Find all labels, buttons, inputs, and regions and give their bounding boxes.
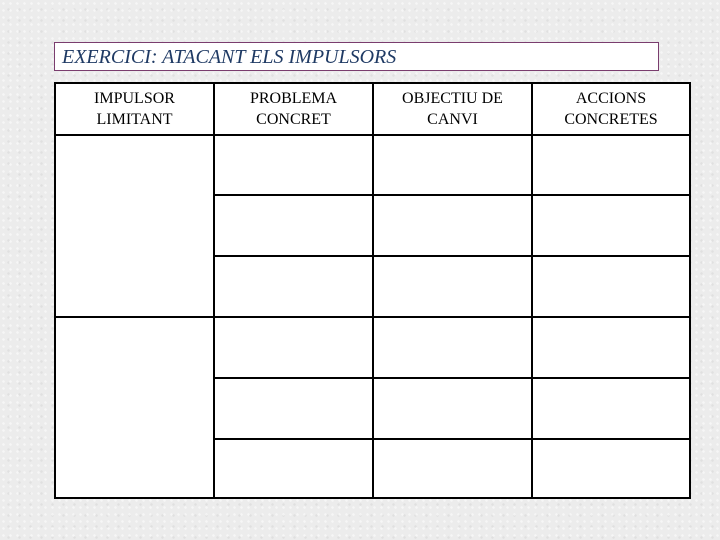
cell-problema-3[interactable] bbox=[215, 257, 372, 316]
header-impulsor-limitant: IMPULSOR LIMITANT bbox=[94, 90, 175, 128]
header-problema-concret: PROBLEMA CONCRET bbox=[249, 90, 338, 128]
cell-accions-2[interactable] bbox=[533, 196, 689, 255]
cell-objectiu-5[interactable] bbox=[374, 379, 531, 438]
cell-objectiu-4[interactable] bbox=[374, 318, 531, 377]
header-accions-concretes: ACCIONS CONCRETES bbox=[564, 90, 658, 128]
cell-impulsor-1[interactable] bbox=[56, 136, 213, 316]
cell-objectiu-1[interactable] bbox=[374, 136, 531, 194]
cell-accions-6[interactable] bbox=[533, 440, 689, 497]
exercise-title-box bbox=[54, 42, 659, 71]
cell-problema-6[interactable] bbox=[215, 440, 372, 497]
cell-problema-5[interactable] bbox=[215, 379, 372, 438]
cell-problema-4[interactable] bbox=[215, 318, 372, 377]
cell-accions-1[interactable] bbox=[533, 136, 689, 194]
cell-objectiu-3[interactable] bbox=[374, 257, 531, 316]
cell-objectiu-6[interactable] bbox=[374, 440, 531, 497]
cell-accions-4[interactable] bbox=[533, 318, 689, 377]
exercise-table bbox=[54, 82, 691, 499]
cell-problema-2[interactable] bbox=[215, 196, 372, 255]
cell-problema-1[interactable] bbox=[215, 136, 372, 194]
exercise-title: EXERCICI: ATACANT ELS IMPULSORS bbox=[62, 46, 397, 68]
cell-impulsor-2[interactable] bbox=[56, 318, 213, 497]
cell-accions-5[interactable] bbox=[533, 379, 689, 438]
header-objectiu-de-canvi: OBJECTIU DE CANVI bbox=[402, 90, 503, 128]
cell-objectiu-2[interactable] bbox=[374, 196, 531, 255]
cell-accions-3[interactable] bbox=[533, 257, 689, 316]
